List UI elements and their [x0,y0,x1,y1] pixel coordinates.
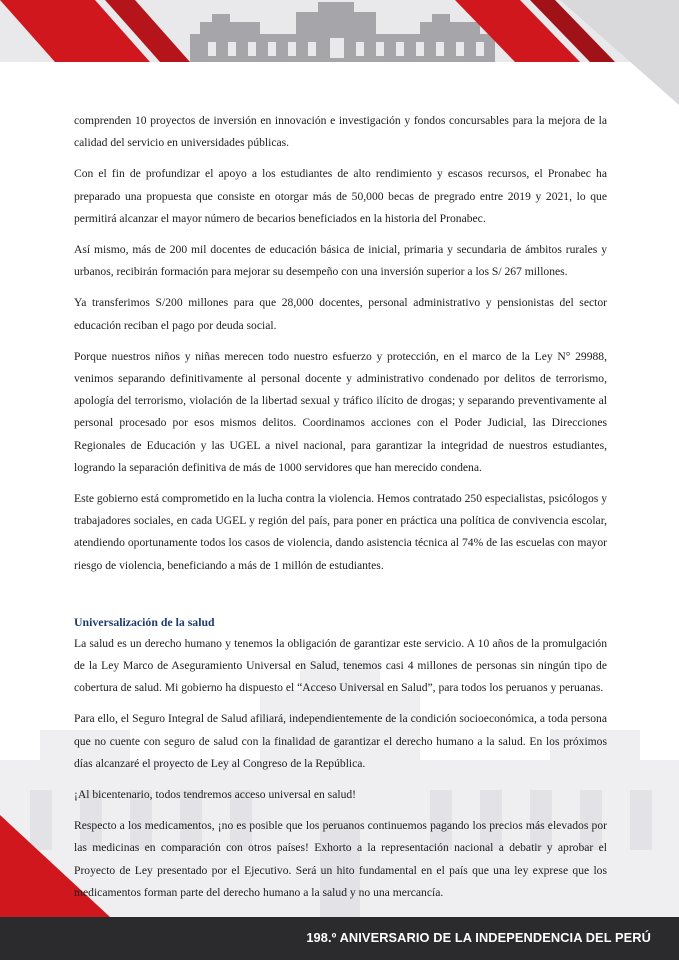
paragraph-salud-derecho: La salud es un derecho humano y tenemos la obligación de garantizar este servicio. A 10 años de la promulgación de la Ley Marco de Aseguramiento Universal en Salud, tenemos casi 4 millones de personas sin ningún tipo de cobertura de salud. Mi gobierno ha dispuesto el “Acceso Universal en Salud”, para todos los peruanos y peruanas. [74,636,607,695]
paragraph-medicamentos: Respecto a los medicamentos, ¡no es posible que los peruanos continuemos pagando los precios más elevados por las medicinas en comparación con otros países! Exhorto a la representación nacional a debatir y aprobar el Proyecto de Ley presentado por el Ejecutivo. Será un hito fundamental en el país que una ley exprese que los medicamentos forman parte del derecho humano a la salud y no una mercancía. [74,819,607,899]
document-body [74,110,607,913]
paragraph-ley-29988: Porque nuestros niños y niñas merecen todo nuestro esfuerzo y protección, en el marco de la Ley N° 29988, venimos separando definitivamente al personal docente y administrativo condenado por delitos de terrorismo, apología del terrorismo, violación de la libertad sexual y tráfico ilícito de drogas; y separando preventivamente al personal procesado por esos mismos delitos. Coordinamos acciones con el Poder Judicial, las Direcciones Regionales de Educación y las UGEL a nivel nacional, para garantizar la integridad de nuestros estudiantes, logrando la separación definitiva de más de 1000 servidores que han merecido condena. [74,349,607,474]
paragraph-bicentenario: ¡Al bicentenario, todos tendremos acceso universal en salud! [74,788,357,802]
footer-title: 198.º ANIVERSARIO DE LA INDEPENDENCIA DEL PERÚ [306,930,651,945]
paragraph-deuda-social: Ya transferimos S/200 millones para que 28,000 docentes, personal administrativo y pensionistas del sector educación reciban el pago por deuda social. [74,296,607,332]
header-red-stripes [0,0,679,120]
paragraph-pronabec: Con el fin de profundizar el apoyo a los estudiantes de alto rendimiento y escasos recursos, el Pronabec ha preparado una propuesta que consiste en otorgar más de 50,000 becas de pregrado entre 2019 y 2021, lo que permitirá alcanzar el mayor número de becarios beneficiados en la historia del Pronabec. [74,167,607,225]
paragraph-universities: comprenden 10 proyectos de inversión en innovación e investigación y fondos concursables para la mejora de la calidad del servicio en universidades públicas. [74,114,607,150]
paragraph-docentes: Así mismo, más de 200 mil docentes de educación básica de inicial, primaria y secundaria de ámbitos rurales y urbanos, recibirán formación para mejorar su desempeño con una inversión superior a los S/ 267 millones. [74,243,607,279]
paragraph-sis: Para ello, el Seguro Integral de Salud afiliará, independientemente de la condición socioeconómica, a toda persona que no cuente con seguro de salud con la finalidad de garantizar el derecho humano a la salud. En los próximos días alcanzaré el proyecto de Ley al Congreso de la República. [74,712,607,770]
section-heading-salud: Universalización de la salud [74,614,215,629]
paragraph-violencia: Este gobierno está comprometido en la lucha contra la violencia. Hemos contratado 250 especialistas, psicólogos y trabajadores sociales, en cada UGEL y región del país, para poner en práctica una política de convivencia escolar, atendiendo oportunamente todos los casos de violencia, dando asistencia técnica al 74% de las escuelas con mayor riesgo de violencia, beneficiando a más de 1 millón de estudiantes. [74,492,607,572]
